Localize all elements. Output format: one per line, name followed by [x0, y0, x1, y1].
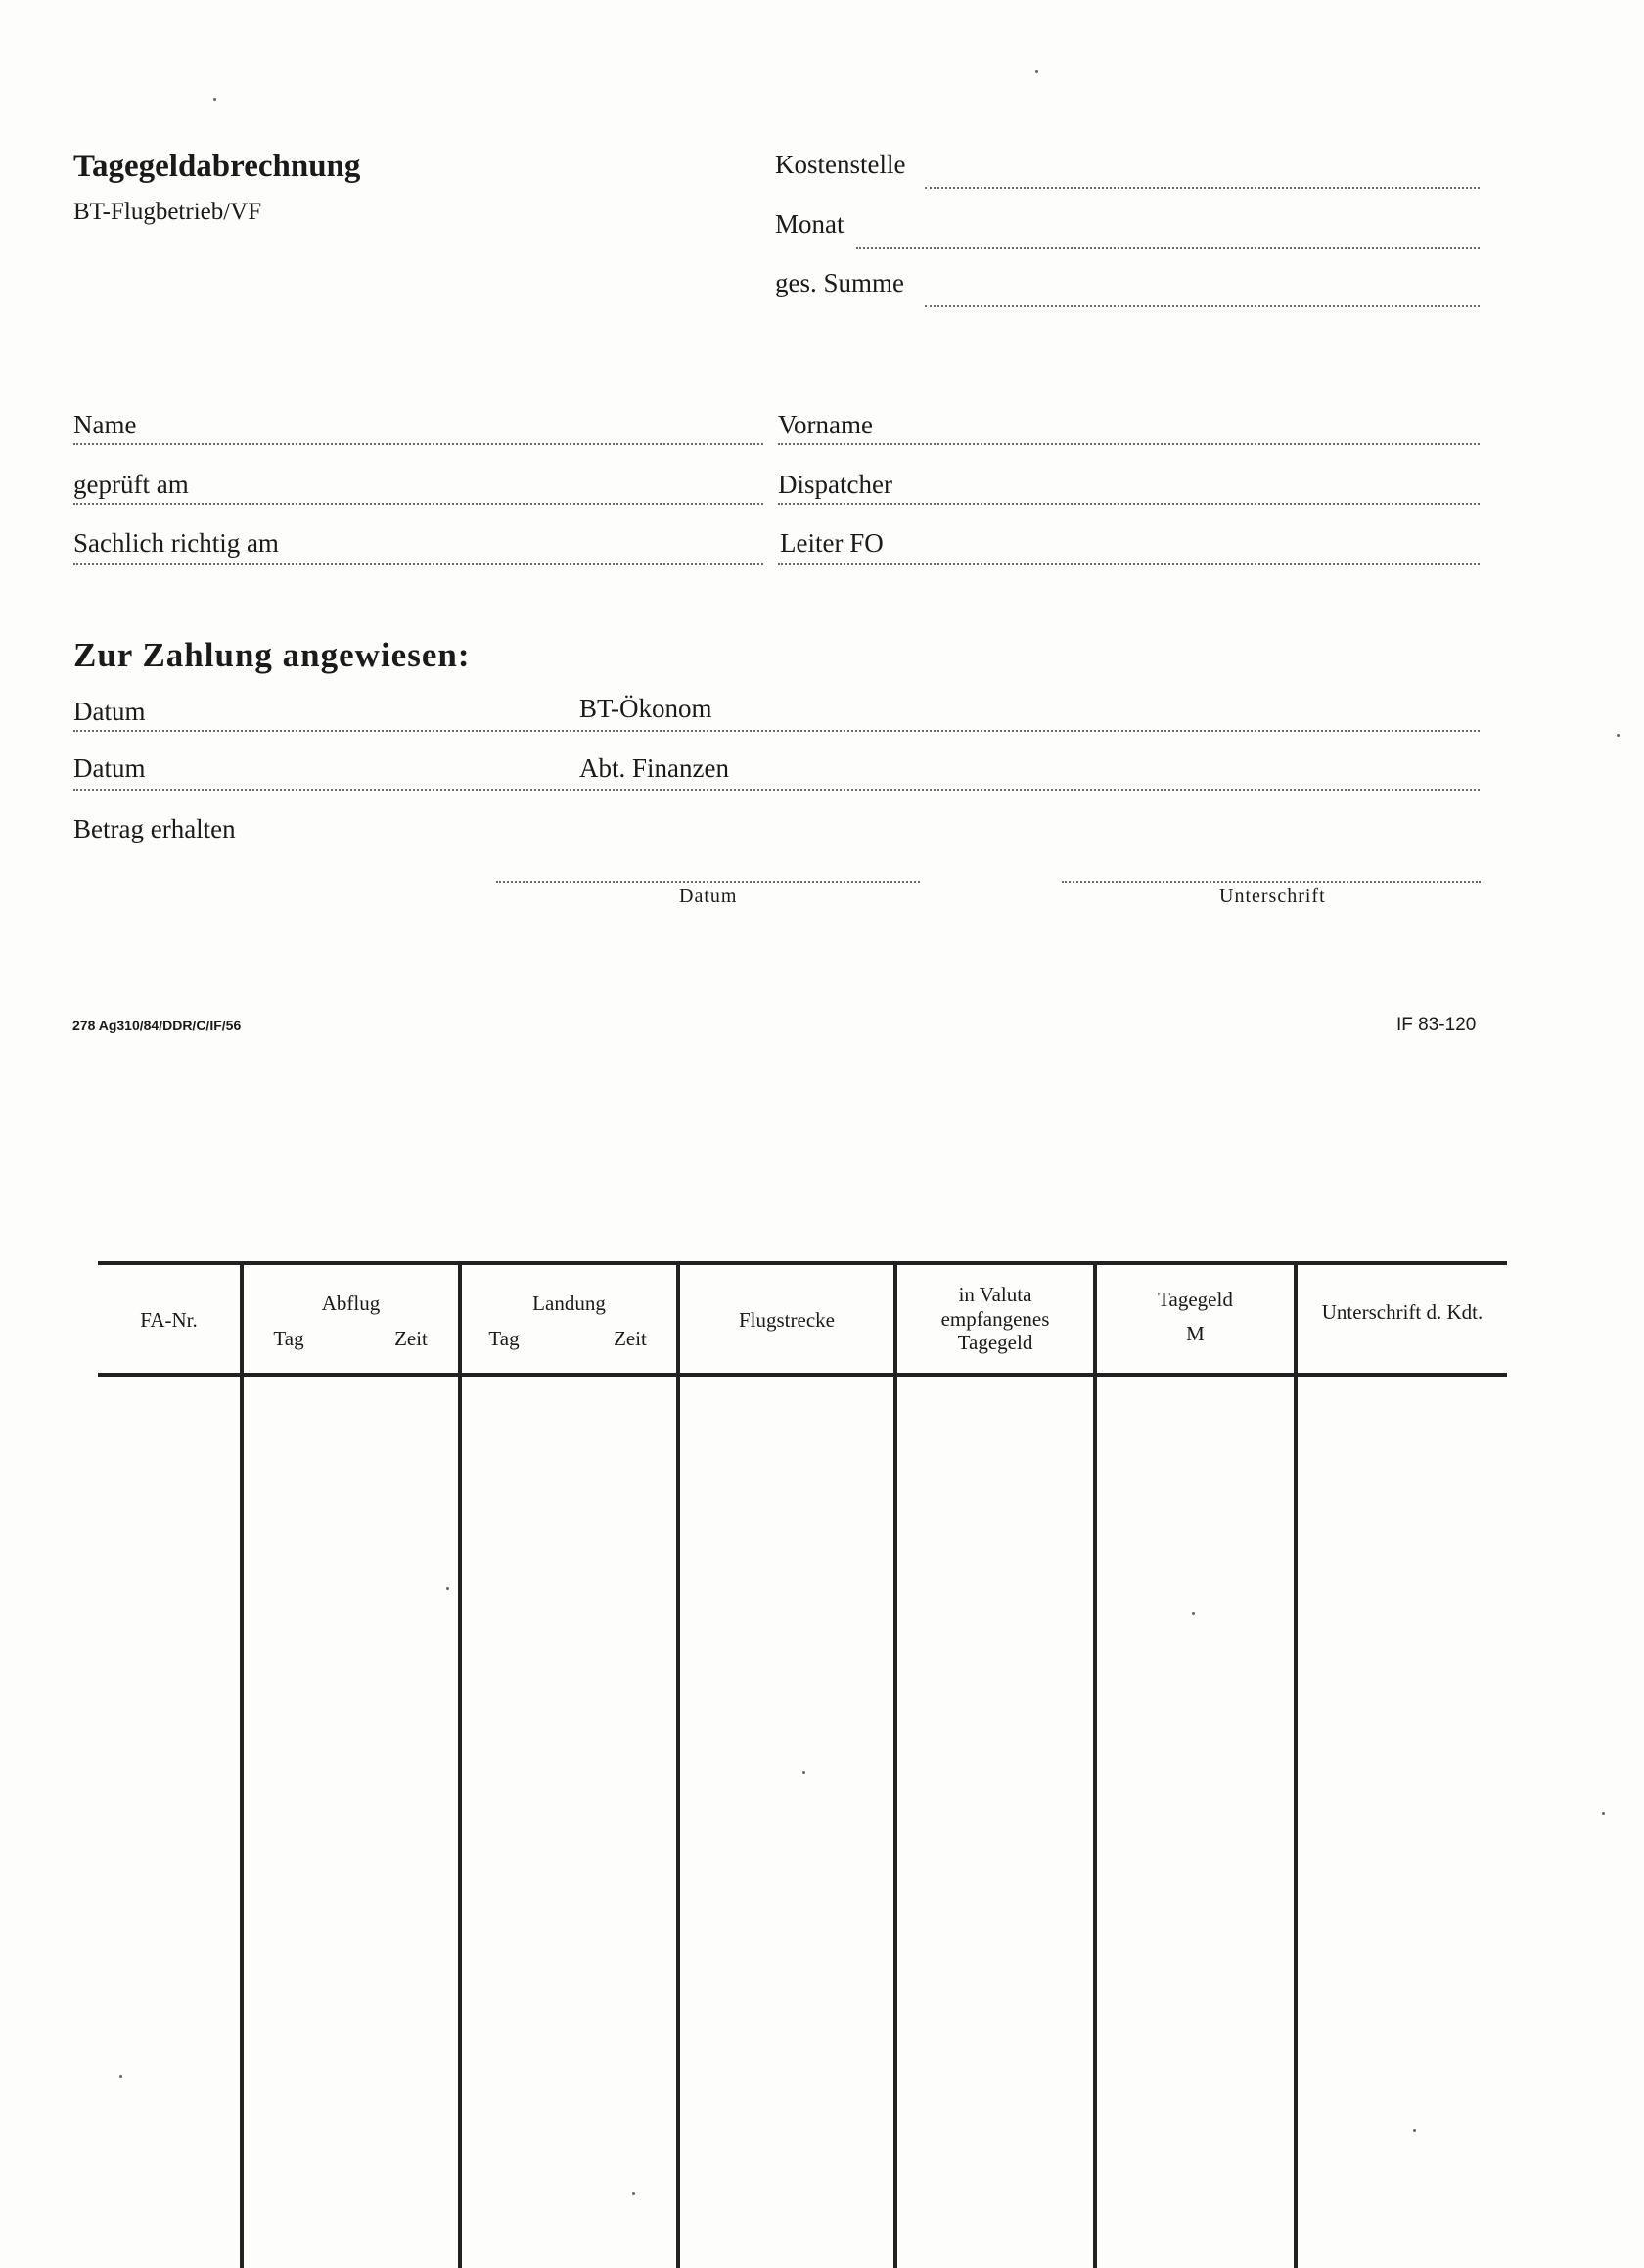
finanzen-field[interactable]	[73, 789, 1480, 791]
leiter-field[interactable]	[778, 563, 1480, 565]
scan-speck	[1192, 1612, 1195, 1615]
form-code-right: IF 83-120	[1396, 1015, 1477, 1035]
form-code-left: 278 Ag310/84/DDR/C/IF/56	[72, 1018, 242, 1033]
header-tagegeld-unit: M	[1186, 1322, 1205, 1345]
sig-datum-field[interactable]	[496, 881, 920, 883]
header-landung: Landung	[532, 1292, 606, 1315]
scan-speck	[1617, 734, 1620, 737]
betrag-label: Betrag erhalten	[73, 814, 236, 843]
scan-speck	[1035, 70, 1038, 73]
vorname-field[interactable]	[778, 443, 1480, 445]
form-subtitle: BT-Flugbetrieb/VF	[73, 199, 262, 225]
datum2-label: Datum	[73, 753, 146, 783]
header-abflug-zeit: Zeit	[394, 1327, 428, 1350]
sig-datum-label: Datum	[679, 885, 738, 907]
name-label: Name	[73, 410, 137, 439]
monat-field[interactable]	[856, 247, 1480, 249]
header-valuta-line1: in Valuta	[958, 1283, 1032, 1306]
scan-speck	[119, 2075, 122, 2078]
geprueft-label: geprüft am	[73, 470, 189, 499]
sachlich-label: Sachlich richtig am	[73, 528, 279, 558]
table-col-divider	[893, 1263, 897, 2268]
header-valuta-line3: Tagegeld	[957, 1331, 1033, 1354]
leiter-label: Leiter FO	[780, 528, 884, 558]
summe-label: ges. Summe	[775, 268, 904, 297]
header-flugstrecke: Flugstrecke	[739, 1308, 835, 1332]
table-col-divider	[240, 1263, 244, 2268]
kostenstelle-field[interactable]	[925, 187, 1480, 189]
scan-speck	[1413, 2129, 1416, 2132]
form-title: Tagegeldabrechnung	[73, 149, 361, 184]
header-landung-tag: Tag	[488, 1327, 520, 1350]
header-fa-nr: FA-Nr.	[140, 1308, 198, 1332]
sig-unterschrift-field[interactable]	[1062, 881, 1481, 883]
dispatcher-field[interactable]	[778, 503, 1480, 505]
table-col-divider	[1294, 1263, 1298, 2268]
oekonom-label: BT-Ökonom	[579, 694, 712, 723]
summe-field[interactable]	[925, 305, 1480, 307]
header-tagegeld: Tagegeld	[1158, 1288, 1233, 1311]
vorname-label: Vorname	[778, 410, 873, 439]
datum1-label: Datum	[73, 697, 146, 726]
header-abflug: Abflug	[321, 1292, 381, 1315]
scan-speck	[802, 1771, 805, 1774]
table-col-divider	[676, 1263, 680, 2268]
table-col-divider	[458, 1263, 462, 2268]
scan-speck	[446, 1587, 449, 1590]
header-landung-zeit: Zeit	[614, 1327, 647, 1350]
finanzen-label: Abt. Finanzen	[579, 753, 729, 783]
scan-speck	[213, 98, 216, 101]
name-field[interactable]	[73, 443, 763, 445]
sig-unterschrift-label: Unterschrift	[1219, 885, 1326, 907]
scan-speck	[1602, 1812, 1605, 1815]
header-abflug-tag: Tag	[273, 1327, 304, 1350]
header-valuta-line2: empfangenes	[940, 1307, 1050, 1331]
payment-heading: Zur Zahlung angewiesen:	[73, 636, 471, 674]
oekonom-field[interactable]	[73, 730, 1480, 732]
kostenstelle-label: Kostenstelle	[775, 150, 906, 179]
geprueft-field[interactable]	[73, 503, 763, 505]
sachlich-field[interactable]	[73, 563, 763, 565]
table-col-divider	[1093, 1263, 1097, 2268]
dispatcher-label: Dispatcher	[778, 470, 892, 499]
scan-speck	[632, 2192, 635, 2195]
monat-label: Monat	[775, 209, 845, 239]
header-unterschrift: Unterschrift d. Kdt.	[1321, 1300, 1484, 1324]
